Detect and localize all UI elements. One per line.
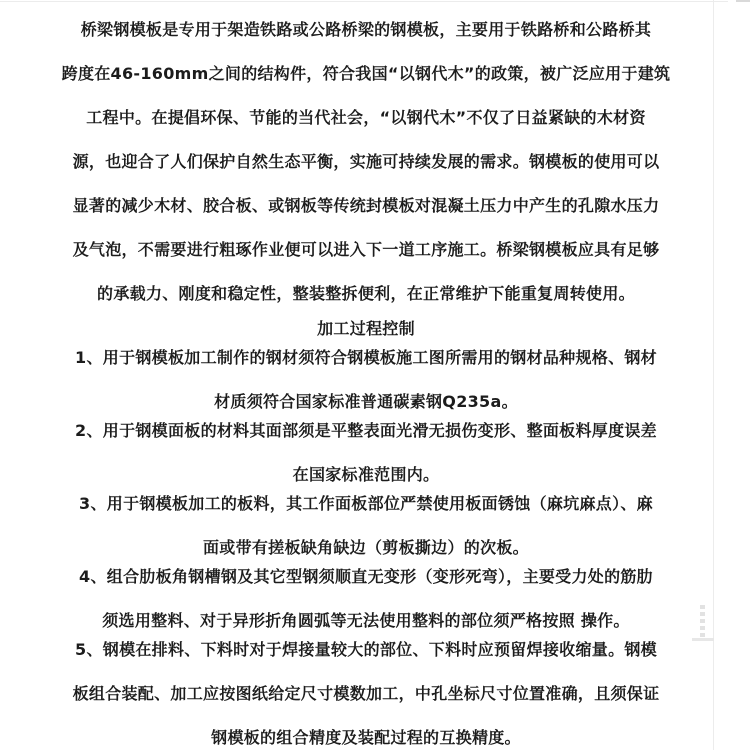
watermark-underline — [692, 638, 714, 641]
text-line: 材质须符合国家标准普通碳素钢Q235a。 — [214, 392, 518, 411]
text-line: 跨度在46-160mm之间的结构件，符合我国“以钢代木”的政策，被广泛应用于建筑 — [61, 64, 671, 83]
text-line: 板组合装配、加工应按图纸给定尺寸模数加工，中孔坐标尺寸位置准确，且须保证 — [72, 684, 660, 703]
text-line: 4、组合肋板角钢槽钢及其它型钢须顺直无变形（变形死弯），主要受力处的筋肋 — [79, 567, 653, 586]
page-top-edge-line — [0, 1, 728, 2]
watermark-dash — [700, 619, 705, 623]
text-line: 2、用于钢模面板的材料其面部须是平整表面光滑无损伤变形、整面板料厚度误差 — [75, 421, 657, 440]
text-line: 须选用整料、对于异形折角圆弧等无法使用整料的部位须严格按照 操作。 — [102, 611, 630, 630]
watermark-dash — [700, 626, 705, 630]
watermark-dash — [700, 612, 705, 616]
section-heading: 加工过程控制 — [317, 319, 415, 338]
text-line: 面或带有搓板缺角缺边（剪板撕边）的次板。 — [202, 538, 529, 557]
text-line: 3、用于钢模板加工的板料，其工作面板部位严禁使用板面锈蚀（麻坑麻点）、麻 — [79, 494, 653, 513]
watermark-dash — [700, 605, 705, 609]
watermark-dash — [700, 633, 705, 637]
text-line: 钢模板的组合精度及装配过程的互换精度。 — [211, 728, 521, 747]
text-line: 1、用于钢模板加工制作的钢材须符合钢模板施工图所需用的钢材品种规格、钢材 — [75, 348, 657, 367]
page-top-corner-mark — [736, 0, 750, 2]
text-line: 在国家标准范围内。 — [292, 465, 440, 484]
text-line: 显著的减少木材、胶合板、或钢板等传统封模板对混凝土压力中产生的孔隙水压力 — [72, 196, 660, 215]
text-line: 及气泡，不需要进行粗琢作业便可以进入下一道工序施工。桥梁钢模板应具有足够 — [72, 240, 660, 259]
text-line: 的承载力、刚度和稳定性，整装整拆便利，在正常维护下能重复周转使用。 — [97, 284, 635, 303]
document-body — [0, 22, 732, 747]
text-line: 源，也迎合了人们保护自然生态平衡，实施可持续发展的需求。钢模板的使用可以 — [72, 152, 660, 171]
text-line: 5、钢模在排料、下料时对于焊接量较大的部位、下料时应预留焊接收缩量。钢模 — [75, 640, 657, 659]
text-line: 工程中。在提倡环保、节能的当代社会，“以钢代木”不仅了日益紧缺的木材资 — [86, 108, 646, 127]
text-line: 桥梁钢模板是专用于架造铁路或公路桥梁的钢模板，主要用于铁路桥和公路桥其 — [80, 20, 652, 39]
faint-watermark — [697, 605, 715, 643]
